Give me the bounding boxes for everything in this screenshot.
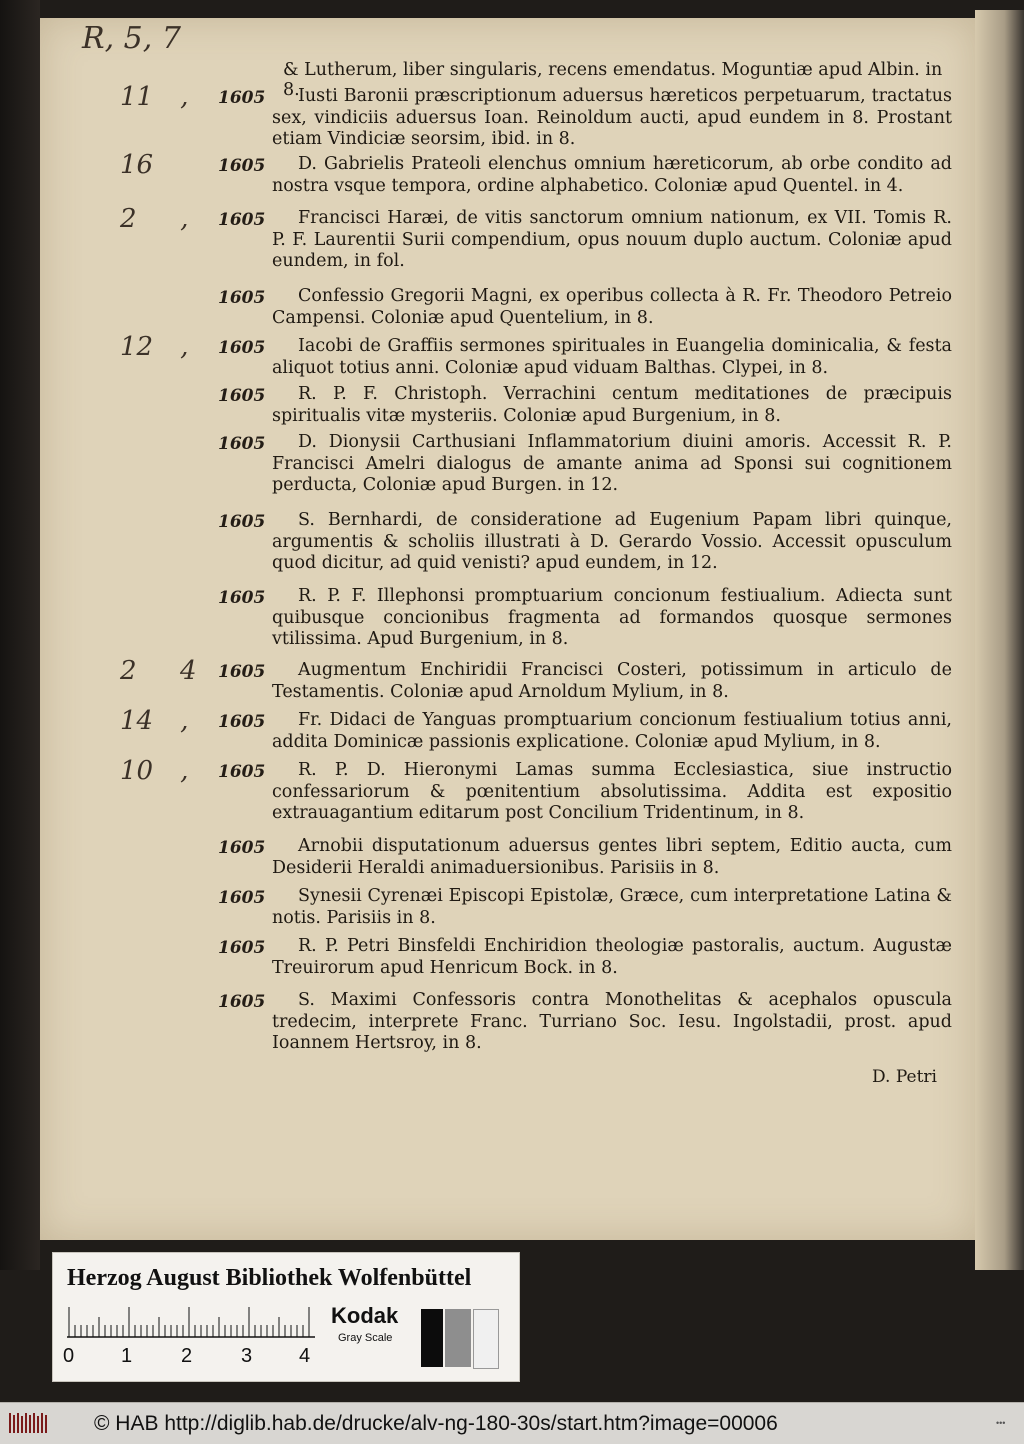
margin-tally-mark: 2 bbox=[120, 656, 137, 686]
ruler-number: 3 bbox=[241, 1345, 253, 1367]
entry-text: Iusti Baronii præscriptionum aduersus hæreticos perpetuarum, tractatus sex, vindiciis aduersus Ioan. Reinoldum aucti, apud eundem in 8. Prostant etiam Vindiciæ seorsim, ibid. in 8. bbox=[272, 86, 952, 149]
ruler-number: 4 bbox=[299, 1345, 311, 1367]
entry-text: Iacobi de Graffiis sermones spirituales in Euangelia dominicalia, & festa aliquot totius anni. Coloniæ apud viduam Balthas. Clypei, in 8. bbox=[272, 336, 952, 378]
entry-year: 1605 bbox=[218, 762, 266, 782]
entry-year: 1605 bbox=[218, 88, 266, 108]
library-name: Herzog August Bibliothek Wolfenbüttel bbox=[67, 1265, 472, 1291]
entry-text: D. Dionysii Carthusiani Inflammatorium diuini amoris. Accessit R. P. Francisci Amelri dialogus de amante anima ad Sponsi sui cognitionem perducta, Coloniæ apud Burgen. in 12. bbox=[272, 432, 952, 495]
margin-tally-mark: 12 bbox=[120, 332, 154, 362]
entry-year: 1605 bbox=[218, 156, 266, 176]
entry-year: 1605 bbox=[218, 386, 266, 406]
ruler-number: 2 bbox=[181, 1345, 193, 1367]
entry-year: 1605 bbox=[218, 512, 266, 532]
entry-text: Confessio Gregorii Magni, ex operibus collecta à R. Fr. Theodoro Petreio Campensi. Coloniæ apud Quentelium, in 8. bbox=[272, 286, 952, 328]
gray-patch-mid bbox=[445, 1309, 471, 1367]
entry-text: Synesii Cyrenæi Episcopi Epistolæ, Græce, cum interpretatione Latina & notis. Parisiis in 8. bbox=[272, 886, 952, 928]
entry-text: Fr. Didaci de Yanguas promptuarium concionum festiualium totius anni, addita Dominicæ passionis explicatione. Coloniæ apud Mylium, in 8. bbox=[272, 710, 952, 752]
margin-tally-mark: 11 bbox=[120, 82, 154, 112]
footer-dots: ••• bbox=[996, 1418, 1006, 1428]
entry-text: S. Bernhardi, de consideratione ad Eugenium Papam libri quinque, argumentis & scholiis illustrati à D. Gerardo Vossio. Accessit opusculum quod dicitur, ad quid venisti? apud eundem, in 12. bbox=[272, 510, 952, 573]
entry-year: 1605 bbox=[218, 662, 266, 682]
ruler-scale bbox=[67, 1303, 333, 1339]
catchword: D. Petri bbox=[872, 1067, 937, 1087]
scan-background-left bbox=[0, 0, 40, 1270]
entry-year: 1605 bbox=[218, 288, 266, 308]
entry-text: D. Gabrielis Prateoli elenchus omnium hæreticorum, ab orbe condito ad nostra vsque tempora, ordine alphabetico. Coloniæ apud Quentel. in 4. bbox=[272, 154, 952, 196]
ruler-number: 1 bbox=[121, 1345, 133, 1367]
entry-year: 1605 bbox=[218, 434, 266, 454]
margin-tally-mark: ‚ bbox=[180, 332, 189, 362]
entry-year: 1605 bbox=[218, 210, 266, 230]
entry-year: 1605 bbox=[218, 588, 266, 608]
entry-year: 1605 bbox=[218, 888, 266, 908]
kodak-subtitle: Gray Scale bbox=[338, 1332, 393, 1344]
top-margin-annotation: R, 5, 7 bbox=[82, 21, 181, 56]
footer-bar bbox=[0, 1402, 1024, 1444]
continuation-line: & Lutherum, liber singularis, recens emendatus. Moguntiæ apud Albin. in 8. bbox=[283, 60, 943, 100]
entry-year: 1605 bbox=[218, 938, 266, 958]
entry-year: 1605 bbox=[218, 338, 266, 358]
margin-tally-mark: 16 bbox=[120, 150, 154, 180]
margin-tally-mark: ‚ bbox=[180, 706, 189, 736]
copyright-url-text: © HAB http://diglib.hab.de/drucke/alv-ng-180-30s/start.htm?image=00006 bbox=[94, 1412, 778, 1435]
entry-year: 1605 bbox=[218, 992, 266, 1012]
entry-year: 1605 bbox=[218, 838, 266, 858]
gray-patch-black bbox=[421, 1309, 443, 1367]
margin-tally-mark: ‚ bbox=[180, 756, 189, 786]
margin-tally-mark: 14 bbox=[120, 706, 154, 736]
margin-tally-mark: ‚ bbox=[180, 204, 189, 234]
library-banner bbox=[52, 1252, 520, 1382]
margin-tally-mark: 4 bbox=[180, 656, 197, 686]
margin-tally-mark: 10 bbox=[120, 756, 154, 786]
entry-text: R. P. F. Illephonsi promptuarium concionum festiualium. Adiecta sunt quibusque concionibus fragmenta ad formandos quosque sermones vtilissima. Apud Burgenium, in 8. bbox=[272, 586, 952, 649]
margin-tally-mark: 2 bbox=[120, 204, 137, 234]
entry-text: R. P. D. Hieronymi Lamas summa Ecclesiastica, siue instructio confessariorum & pœnitentium absolutissima. Addita est expositio extrauagantium editarum post Concilium Tridentinum, in 8. bbox=[272, 760, 952, 823]
hab-logo-icon bbox=[8, 1411, 48, 1435]
facing-page-edge bbox=[975, 10, 1024, 1270]
margin-tally-mark: ‚ bbox=[180, 82, 189, 112]
gray-patch-white bbox=[473, 1309, 499, 1369]
kodak-logo-text: Kodak bbox=[331, 1303, 399, 1328]
entry-text: Arnobii disputationum aduersus gentes libri septem, Editio aucta, cum Desiderii Heraldi animaduersionibus. Parisiis in 8. bbox=[272, 836, 952, 878]
entry-text: R. P. Petri Binsfeldi Enchiridion theologiæ pastoralis, auctum. Augustæ Treuirorum apud Henricum Bock. in 8. bbox=[272, 936, 952, 978]
entry-text: Francisci Haræi, de vitis sanctorum omnium nationum, ex VII. Tomis R. P. F. Laurentii Surii compendium, opus nouum duplo auctum. Coloniæ apud eundem, in fol. bbox=[272, 208, 952, 271]
entry-text: S. Maximi Confessoris contra Monothelitas & acephalos opuscula tredecim, interprete Franc. Turriano Soc. Iesu. Ingolstadii, prost. apud Ioannem Hertsroy, in 8. bbox=[272, 990, 952, 1053]
entry-text: R. P. F. Christoph. Verrachini centum meditationes de præcipuis spiritualis vitæ mysteriis. Coloniæ apud Burgenium, in 8. bbox=[272, 384, 952, 426]
ruler-number: 0 bbox=[63, 1345, 75, 1367]
entry-year: 1605 bbox=[218, 712, 266, 732]
entry-text: Augmentum Enchiridii Francisci Costeri, potissimum in articulo de Testamentis. Coloniæ apud Arnoldum Mylium, in 8. bbox=[272, 660, 952, 702]
